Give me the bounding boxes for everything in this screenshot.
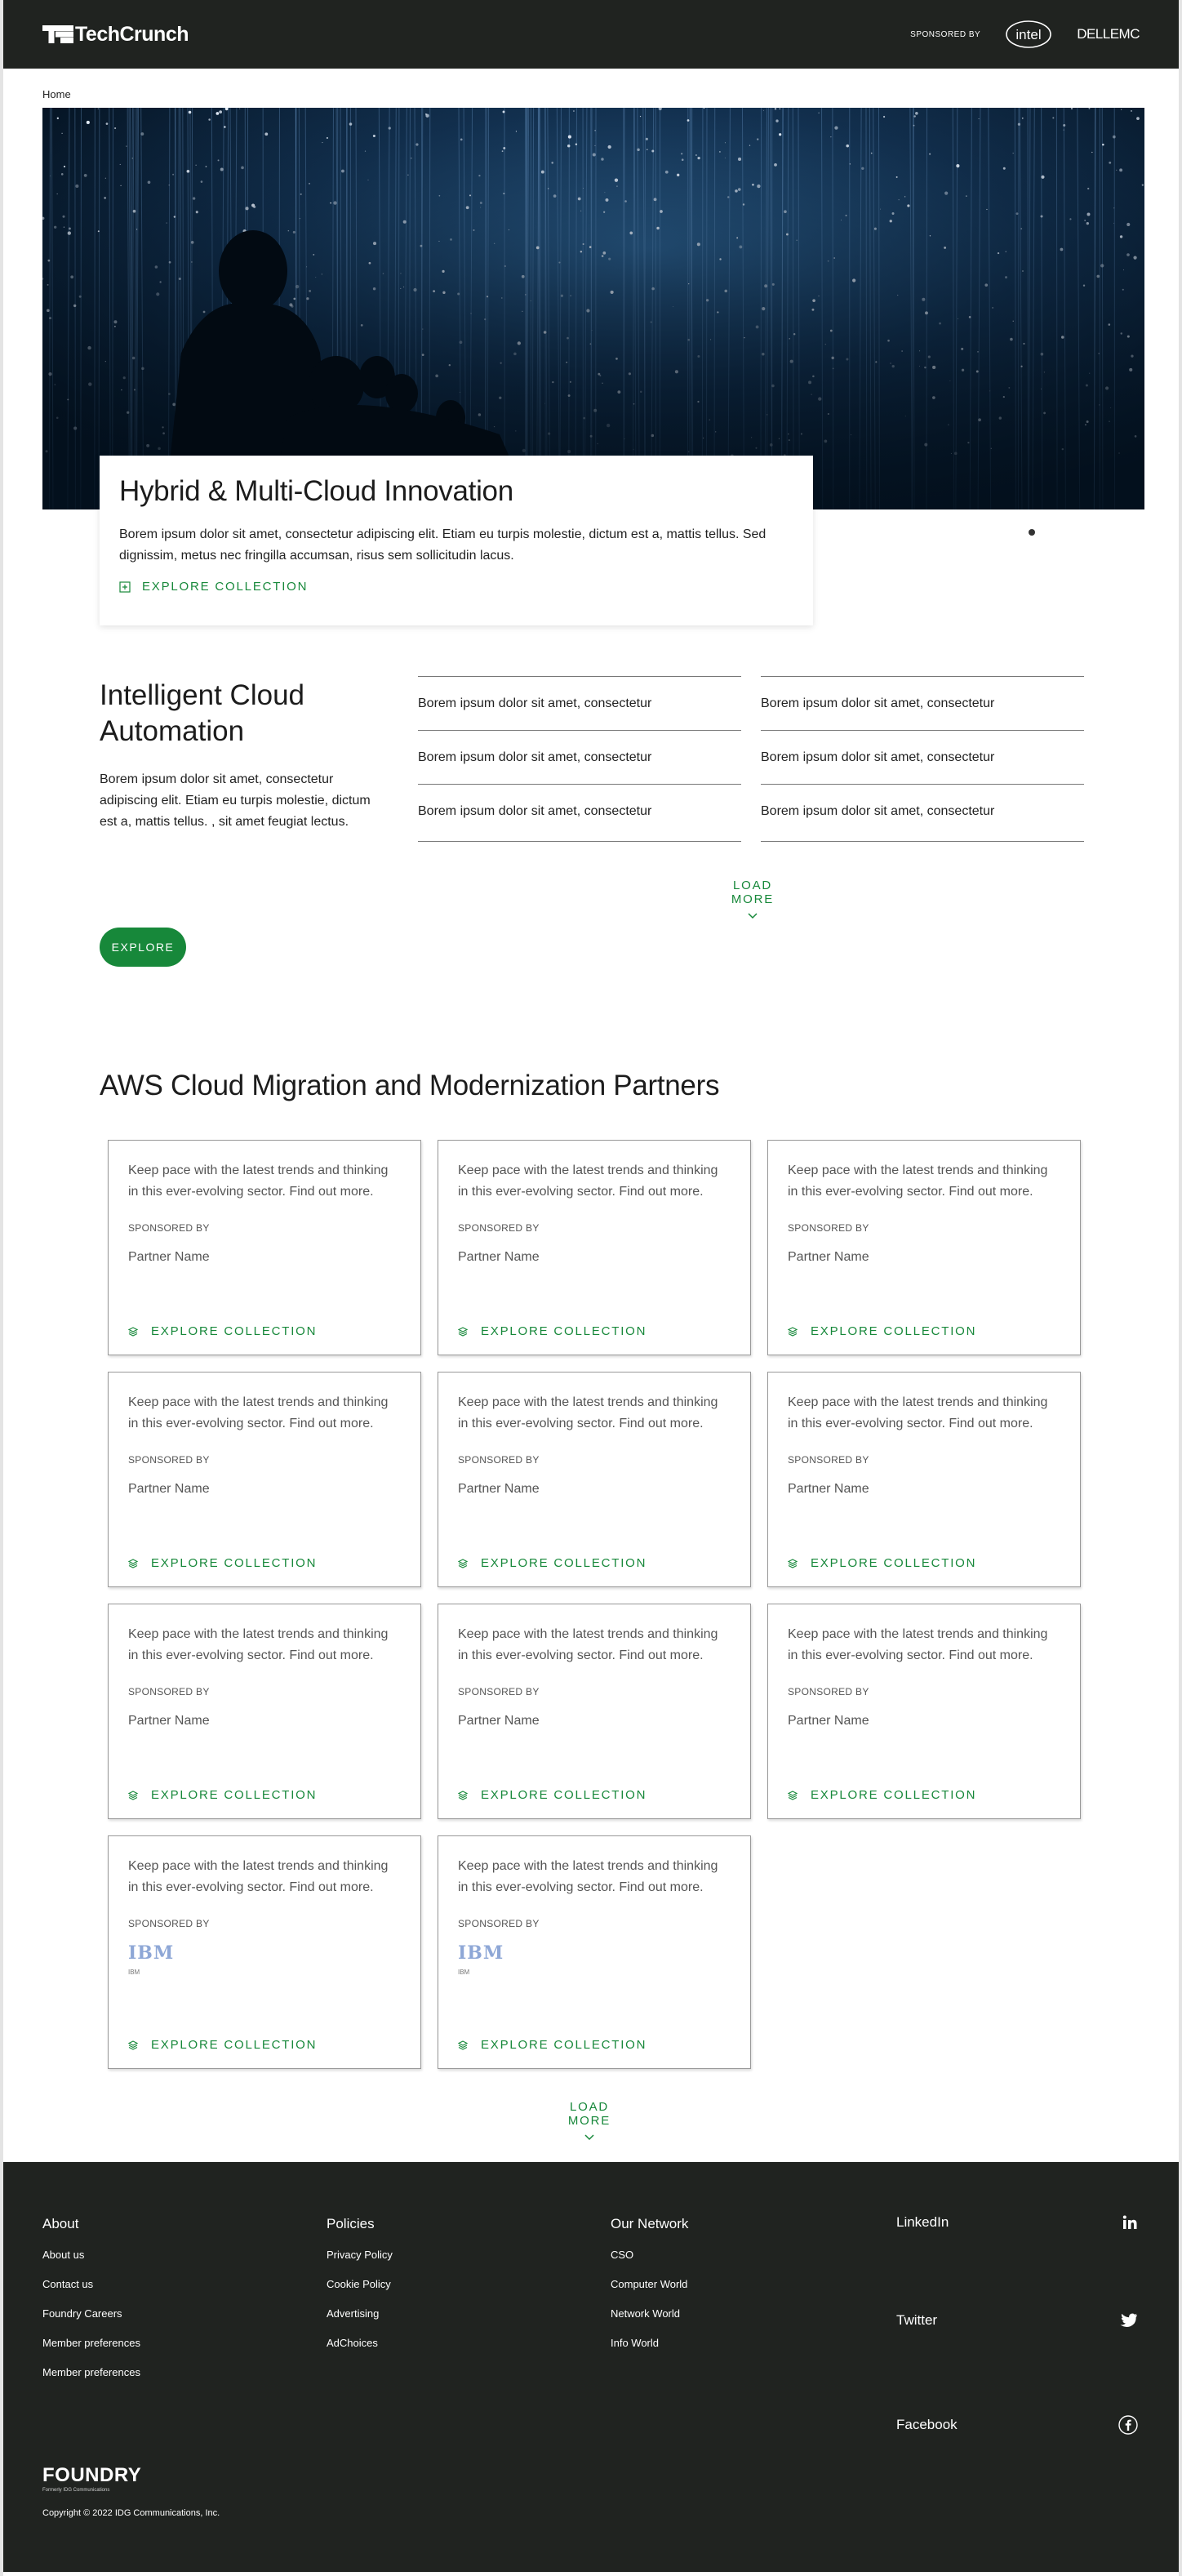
automation-description: Borem ipsum dolor sit amet, consectetur adipiscing elit. Etiam eu turpis molestie, dictum est a, mattis tellus. , sit amet feugiat lectus. bbox=[100, 772, 371, 829]
partner-card[interactable] bbox=[767, 1372, 1081, 1587]
partner-card-description: Keep pace with the latest trends and thinking in this ever-evolving sector. Find out more. bbox=[458, 1395, 718, 1430]
article-link[interactable]: Borem ipsum dolor sit amet, consectetur bbox=[761, 730, 1084, 784]
partner-explore-label: EXPLORE COLLECTION bbox=[811, 1556, 977, 1570]
hero-image bbox=[42, 108, 1144, 509]
collection-icon bbox=[119, 581, 131, 593]
partner-card-sponsored-label: SPONSORED BY bbox=[788, 1222, 869, 1234]
ibm-caption: IBM bbox=[458, 1969, 470, 1976]
partner-card-sponsored-label: SPONSORED BY bbox=[458, 1454, 540, 1466]
partner-card-sponsored-label: SPONSORED BY bbox=[458, 1686, 540, 1697]
layers-icon bbox=[128, 1791, 138, 1800]
ibm-logo: IBM bbox=[128, 1942, 175, 1964]
layers-icon bbox=[128, 1559, 138, 1568]
footer-link[interactable]: Foundry Careers bbox=[42, 2307, 122, 2320]
carousel-dot[interactable] bbox=[1029, 529, 1035, 536]
partner-card-sponsored-label: SPONSORED BY bbox=[788, 1686, 869, 1697]
layers-icon bbox=[128, 2040, 138, 2050]
partner-name: Partner Name bbox=[788, 1482, 869, 1496]
partners-title: AWS Cloud Migration and Modernization Partners bbox=[100, 1070, 720, 1101]
partner-card-description: Keep pace with the latest trends and thinking in this ever-evolving sector. Find out more. bbox=[788, 1395, 1048, 1430]
partner-card[interactable] bbox=[108, 1372, 421, 1587]
footer-link[interactable]: Network World bbox=[611, 2307, 681, 2320]
copyright-text: Copyright © 2022 IDG Communications, Inc. bbox=[42, 2508, 220, 2518]
hero-title: Hybrid & Multi-Cloud Innovation bbox=[119, 475, 513, 507]
sponsor-block bbox=[910, 19, 1140, 50]
intel-logo[interactable] bbox=[1005, 19, 1052, 50]
footer-link[interactable]: Computer World bbox=[611, 2278, 688, 2290]
partner-explore-collection-link[interactable] bbox=[128, 1324, 317, 1338]
partner-explore-label: EXPLORE COLLECTION bbox=[811, 1324, 977, 1338]
partner-explore-collection-link[interactable] bbox=[458, 1788, 647, 1802]
brand-name: TechCrunch bbox=[75, 22, 189, 46]
partner-name: Partner Name bbox=[458, 1714, 540, 1728]
partner-card[interactable] bbox=[767, 1140, 1081, 1355]
footer-link[interactable]: CSO bbox=[611, 2249, 634, 2261]
automation-title: Intelligent Cloud Automation bbox=[100, 679, 304, 747]
automation-load-more[interactable] bbox=[712, 879, 793, 923]
footer-facebook[interactable] bbox=[896, 2415, 1138, 2435]
partner-explore-collection-link[interactable] bbox=[788, 1324, 976, 1338]
footer-network bbox=[611, 2216, 688, 2366]
site-footer bbox=[3, 2162, 1179, 2572]
partner-card[interactable] bbox=[767, 1604, 1081, 1819]
partner-explore-label: EXPLORE COLLECTION bbox=[481, 1556, 647, 1570]
partner-card-description: Keep pace with the latest trends and thinking in this ever-evolving sector. Find out more. bbox=[458, 1627, 718, 1662]
hero-explore-collection-link[interactable] bbox=[119, 580, 793, 594]
footer-link[interactable]: Info World bbox=[611, 2337, 660, 2349]
partner-card-description: Keep pace with the latest trends and thinking in this ever-evolving sector. Find out more. bbox=[788, 1163, 1048, 1199]
partner-explore-label: EXPLORE COLLECTION bbox=[481, 1788, 647, 1802]
partner-explore-collection-link[interactable] bbox=[788, 1788, 976, 1802]
explore-button[interactable]: EXPLORE bbox=[100, 928, 186, 967]
partner-card-sponsored-label: SPONSORED BY bbox=[128, 1686, 210, 1697]
partner-card-description: Keep pace with the latest trends and thinking in this ever-evolving sector. Find out more. bbox=[458, 1859, 718, 1894]
layers-icon bbox=[458, 1559, 468, 1568]
article-list-divider bbox=[418, 841, 1087, 842]
layers-icon bbox=[458, 1791, 468, 1800]
foundry-subtitle: Formerly IDG Communications bbox=[42, 2488, 110, 2493]
partner-name: Partner Name bbox=[458, 1250, 540, 1264]
hero-image-art bbox=[42, 108, 1144, 509]
partner-name: Partner Name bbox=[128, 1482, 210, 1496]
hero-card bbox=[100, 456, 813, 625]
layers-icon bbox=[128, 1327, 138, 1337]
footer-link[interactable]: AdChoices bbox=[327, 2337, 378, 2349]
footer-link[interactable]: Privacy Policy bbox=[327, 2249, 393, 2261]
partner-card-sponsored-label: SPONSORED BY bbox=[788, 1454, 869, 1466]
facebook-label: Facebook bbox=[896, 2417, 958, 2432]
twitter-label: Twitter bbox=[896, 2312, 938, 2328]
partner-explore-collection-link[interactable] bbox=[458, 2038, 647, 2052]
chevron-down-icon bbox=[748, 913, 758, 919]
footer-link[interactable]: Advertising bbox=[327, 2307, 380, 2320]
partner-explore-collection-link[interactable] bbox=[458, 1556, 647, 1570]
tc-logo-icon bbox=[42, 25, 73, 43]
partner-card-sponsored-label: SPONSORED BY bbox=[128, 1222, 210, 1234]
load-more-label: LOAD MORE bbox=[731, 879, 775, 906]
partner-explore-collection-link[interactable] bbox=[788, 1556, 976, 1570]
footer-about bbox=[42, 2216, 140, 2396]
partner-explore-collection-link[interactable] bbox=[128, 2038, 317, 2052]
footer-network-heading: Our Network bbox=[611, 2216, 689, 2231]
footer-link[interactable]: Contact us bbox=[42, 2278, 94, 2290]
partner-name: Partner Name bbox=[128, 1250, 210, 1264]
partner-card[interactable] bbox=[438, 1372, 751, 1587]
hero-explore-label: EXPLORE COLLECTION bbox=[142, 580, 309, 594]
partner-name: Partner Name bbox=[788, 1714, 869, 1728]
twitter-icon bbox=[1120, 2313, 1138, 2328]
linkedin-icon bbox=[1122, 2214, 1138, 2231]
article-link[interactable]: Borem ipsum dolor sit amet, consectetur bbox=[761, 784, 1084, 838]
footer-twitter[interactable] bbox=[896, 2312, 1138, 2329]
footer-about-heading: About bbox=[42, 2216, 79, 2231]
footer-linkedin[interactable] bbox=[896, 2214, 1138, 2231]
partner-explore-collection-link[interactable] bbox=[128, 1788, 317, 1802]
automation-article-list bbox=[418, 676, 1087, 838]
partner-explore-collection-link[interactable] bbox=[458, 1324, 647, 1338]
facebook-icon bbox=[1118, 2415, 1138, 2435]
partner-card[interactable] bbox=[108, 1604, 421, 1819]
partner-card-sponsored-label: SPONSORED BY bbox=[128, 1918, 210, 1929]
partner-name: Partner Name bbox=[458, 1482, 540, 1496]
article-link[interactable]: Borem ipsum dolor sit amet, consectetur bbox=[761, 676, 1084, 730]
load-more-label: LOAD MORE bbox=[567, 2100, 611, 2128]
partner-card[interactable] bbox=[108, 1835, 421, 2069]
partner-name: Partner Name bbox=[788, 1250, 869, 1264]
footer-policies-heading: Policies bbox=[327, 2216, 375, 2231]
layers-icon bbox=[458, 1327, 468, 1337]
footer-policies bbox=[327, 2216, 393, 2366]
partner-card[interactable] bbox=[438, 1835, 751, 2069]
footer-link[interactable]: Member preferences bbox=[42, 2337, 140, 2349]
article-link[interactable]: Borem ipsum dolor sit amet, consectetur bbox=[418, 784, 741, 838]
breadcrumb-home[interactable]: Home bbox=[42, 88, 71, 100]
partner-card[interactable] bbox=[438, 1140, 751, 1355]
partner-card-description: Keep pace with the latest trends and thinking in this ever-evolving sector. Find out more. bbox=[788, 1627, 1048, 1662]
footer-link[interactable]: About us bbox=[42, 2249, 85, 2261]
partner-explore-label: EXPLORE COLLECTION bbox=[151, 1324, 318, 1338]
dellemc-logo[interactable]: DELLEMC bbox=[1077, 26, 1140, 42]
partner-card-description: Keep pace with the latest trends and thinking in this ever-evolving sector. Find out more. bbox=[128, 1627, 389, 1662]
hero-description: Borem ipsum dolor sit amet, consectetur adipiscing elit. Etiam eu turpis molestie, dictum est a, mattis tellus. Sed dignissim, metus nec fringilla accumsan, risus sem sollicitudin lacus. bbox=[119, 527, 767, 563]
partner-explore-label: EXPLORE COLLECTION bbox=[151, 2038, 318, 2052]
intel-logo-text: intel bbox=[1015, 27, 1042, 42]
chevron-down-icon bbox=[584, 2134, 594, 2141]
ibm-caption: IBM bbox=[128, 1969, 140, 1976]
partner-card-description: Keep pace with the latest trends and thinking in this ever-evolving sector. Find out more. bbox=[128, 1395, 389, 1430]
partner-name: Partner Name bbox=[128, 1714, 210, 1728]
partner-card-sponsored-label: SPONSORED BY bbox=[458, 1918, 540, 1929]
article-link[interactable]: Borem ipsum dolor sit amet, consectetur bbox=[418, 730, 741, 784]
article-link[interactable]: Borem ipsum dolor sit amet, consectetur bbox=[418, 676, 741, 730]
layers-icon bbox=[788, 1327, 798, 1337]
partner-card-description: Keep pace with the latest trends and thinking in this ever-evolving sector. Find out more. bbox=[128, 1859, 389, 1894]
partner-card-sponsored-label: SPONSORED BY bbox=[458, 1222, 540, 1234]
techcrunch-logo[interactable] bbox=[42, 23, 189, 47]
partner-card[interactable] bbox=[438, 1604, 751, 1819]
partner-explore-label: EXPLORE COLLECTION bbox=[811, 1788, 977, 1802]
partner-explore-label: EXPLORE COLLECTION bbox=[481, 1324, 647, 1338]
foundry-wordmark: FOUNDRY bbox=[42, 2464, 142, 2486]
linkedin-label: LinkedIn bbox=[896, 2214, 949, 2230]
layers-icon bbox=[788, 1791, 798, 1800]
partner-card[interactable] bbox=[108, 1140, 421, 1355]
partner-card-description: Keep pace with the latest trends and thinking in this ever-evolving sector. Find out more. bbox=[128, 1163, 389, 1199]
foundry-logo[interactable] bbox=[42, 2464, 141, 2493]
partner-explore-label: EXPLORE COLLECTION bbox=[151, 1788, 318, 1802]
sponsored-by-label: SPONSORED BY bbox=[910, 29, 981, 39]
ibm-logo: IBM bbox=[458, 1942, 504, 1964]
partner-explore-collection-link[interactable] bbox=[128, 1556, 317, 1570]
layers-icon bbox=[788, 1559, 798, 1568]
partner-card-description: Keep pace with the latest trends and thinking in this ever-evolving sector. Find out more. bbox=[458, 1163, 718, 1199]
site-header bbox=[3, 0, 1179, 69]
partner-explore-label: EXPLORE COLLECTION bbox=[481, 2038, 647, 2052]
layers-icon bbox=[458, 2040, 468, 2050]
footer-link[interactable]: Member preferences bbox=[42, 2366, 140, 2378]
partners-load-more[interactable] bbox=[549, 2100, 630, 2144]
footer-link[interactable]: Cookie Policy bbox=[327, 2278, 391, 2290]
partner-explore-label: EXPLORE COLLECTION bbox=[151, 1556, 318, 1570]
partner-card-sponsored-label: SPONSORED BY bbox=[128, 1454, 210, 1466]
